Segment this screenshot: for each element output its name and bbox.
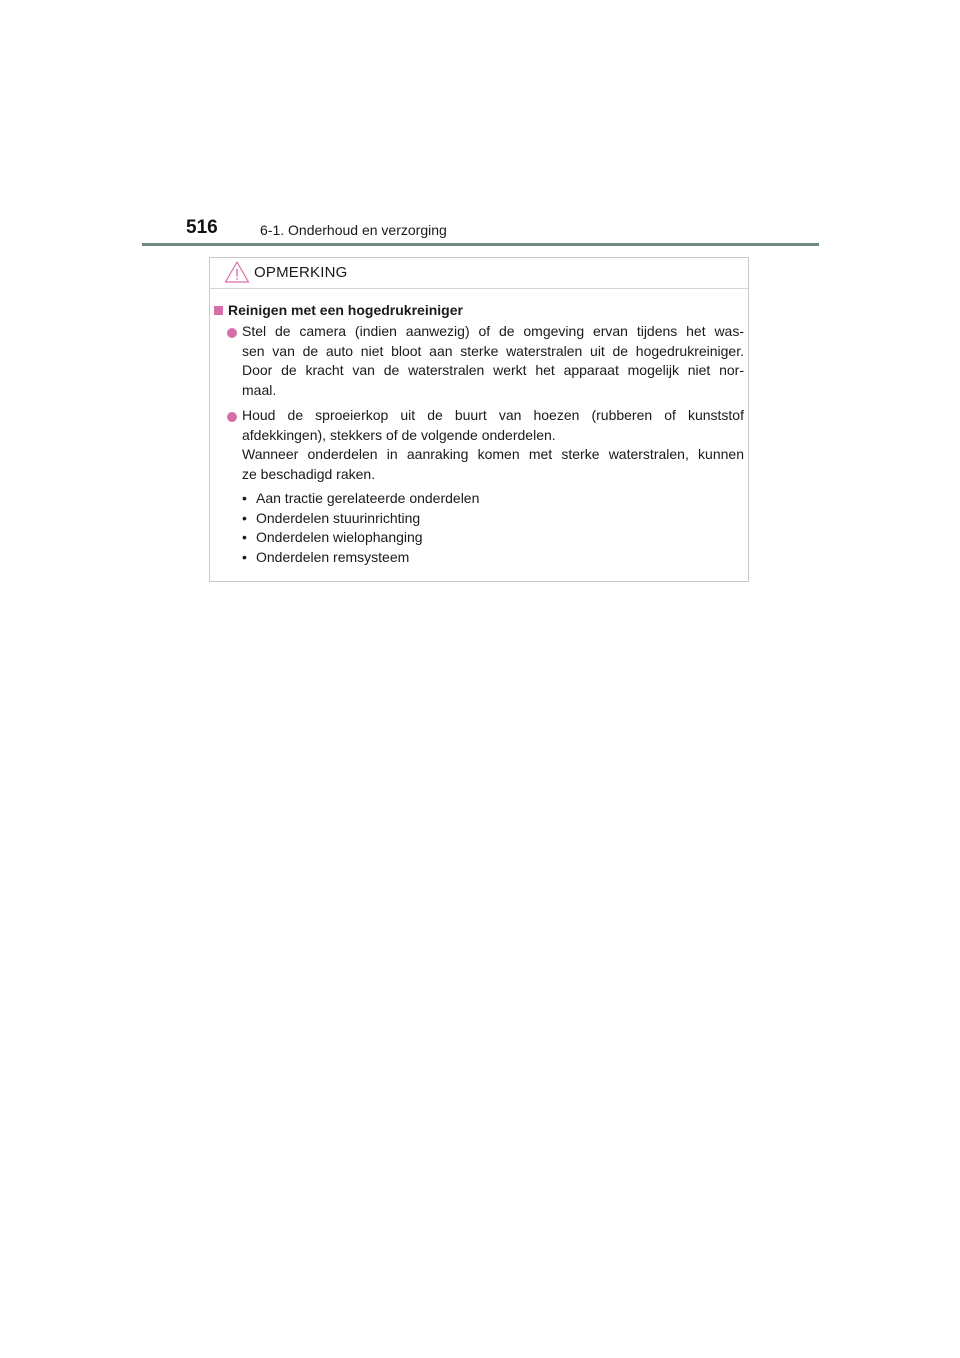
subheading-text: Reinigen met een hogedrukreiniger — [228, 302, 463, 318]
text-line: Houd de sproeierkop uit de buurt van hoezen (rubberen of kunststof — [242, 407, 744, 423]
header-rule — [142, 243, 819, 246]
circle-bullet-icon — [227, 412, 237, 422]
circle-bullet-icon — [227, 328, 237, 338]
notice-header — [210, 258, 748, 289]
notice-label: OPMERKING — [254, 264, 348, 281]
list-item: • Aan tractie gerelateerde onderdelen — [242, 489, 479, 509]
list-item: • Onderdelen remsysteem — [242, 548, 479, 568]
text-line: Door de kracht van de waterstralen werkt het apparaat mogelijk niet nor- — [242, 362, 744, 378]
section-title: 6-1. Onderhoud en verzorging — [260, 222, 447, 238]
warning-triangle-icon — [224, 260, 250, 284]
list-item: • Onderdelen stuurinrichting — [242, 509, 479, 529]
list-item: • Onderdelen wielophanging — [242, 528, 479, 548]
subheading — [214, 302, 463, 318]
text-line: Stel de camera (indien aanwezig) of de omgeving ervan tijdens het was- — [242, 323, 744, 339]
notice-box — [209, 257, 749, 582]
bullet-paragraph-nozzle — [242, 406, 744, 484]
text-line: afdekkingen), stekkers of de volgende onderdelen. — [242, 426, 556, 443]
square-bullet-icon — [214, 306, 223, 315]
bullet-paragraph-camera — [242, 322, 744, 400]
parts-list — [242, 489, 479, 567]
text-line: ze beschadigd raken. — [242, 465, 376, 482]
text-line: Wanneer onderdelen in aanraking komen met sterke waterstralen, kunnen — [242, 446, 744, 462]
text-line: sen van de auto niet bloot aan sterke waterstralen uit de hogedrukreiniger. — [242, 342, 744, 359]
page-number: 516 — [186, 217, 218, 238]
text-line: maal. — [242, 381, 277, 398]
